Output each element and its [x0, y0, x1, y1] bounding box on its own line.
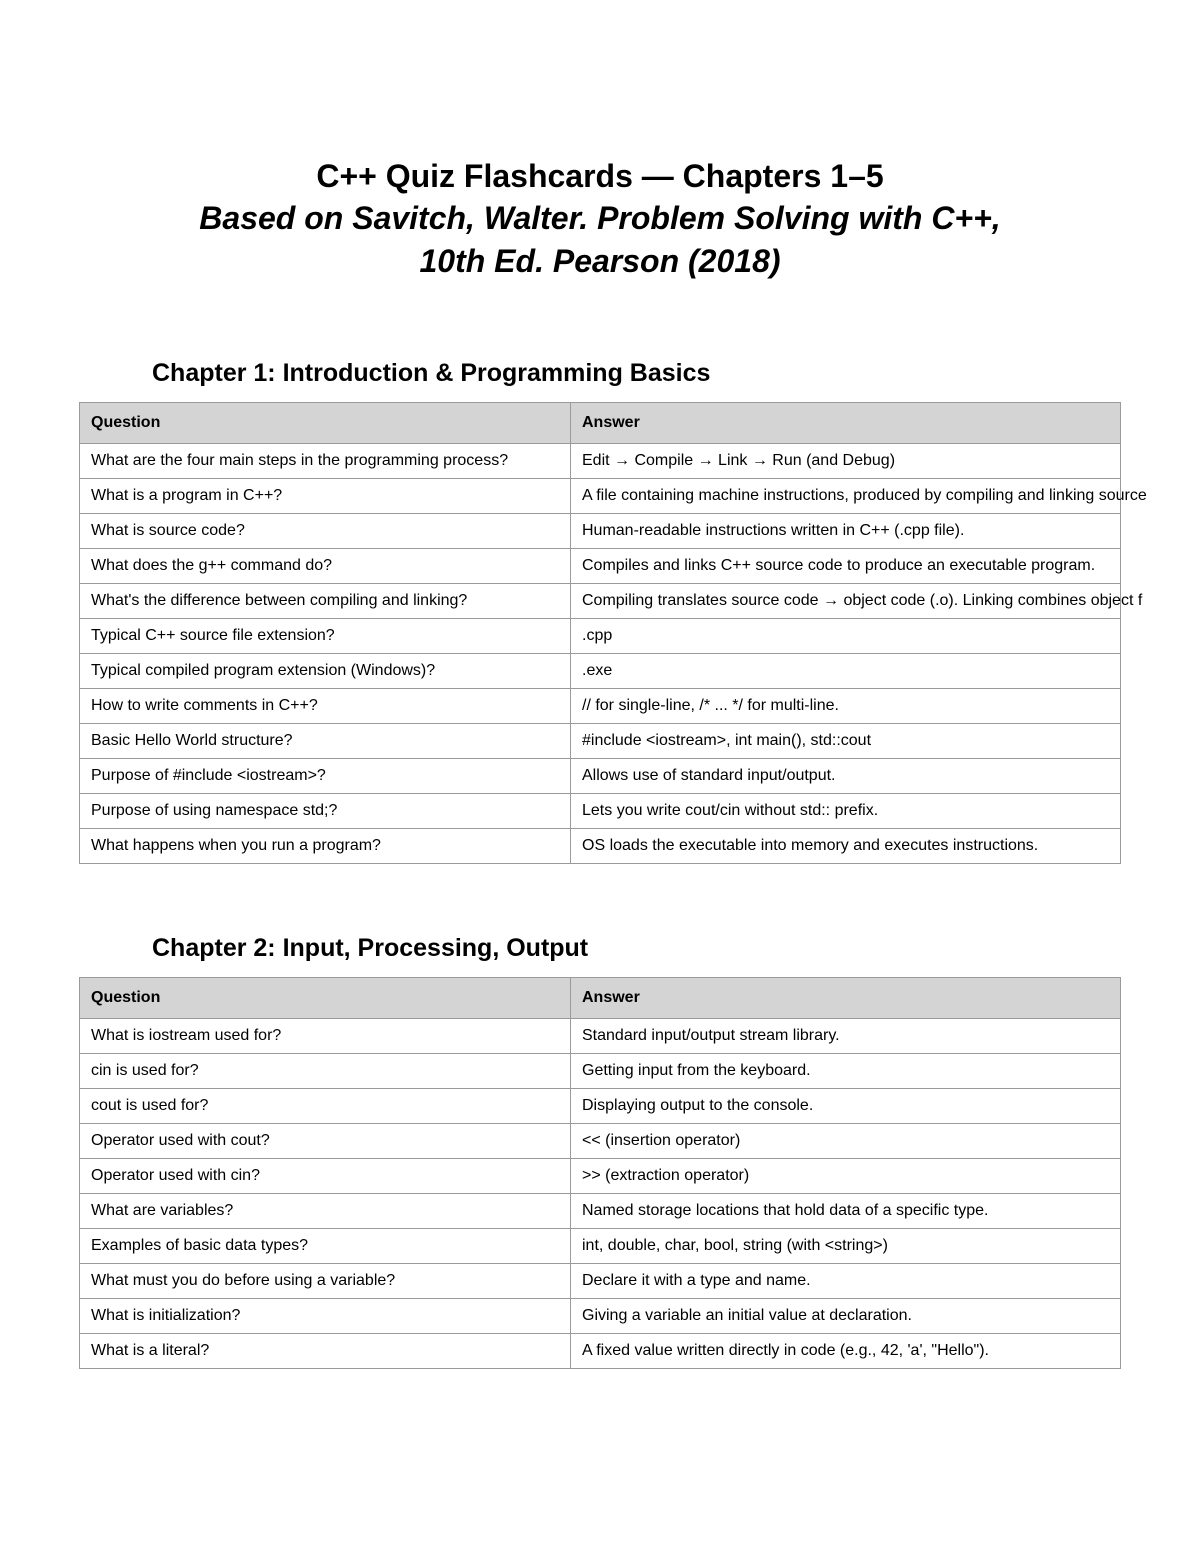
answer-cell: Allows use of standard input/output. [571, 759, 1121, 794]
table-row [80, 759, 1121, 794]
table-header-row [80, 978, 1121, 1019]
document-title: C++ Quiz Flashcards — Chapters 1–5 [316, 158, 884, 194]
document-subtitle-line2: 10th Ed. Pearson (2018) [419, 243, 781, 279]
table-row [80, 1054, 1121, 1089]
question-cell: What is a program in C++? [80, 479, 571, 514]
answer-cell: << (insertion operator) [571, 1124, 1121, 1159]
chapter-1-section [79, 358, 1147, 864]
question-column-header: Question [80, 403, 571, 444]
question-cell: Basic Hello World structure? [80, 724, 571, 759]
question-cell: cin is used for? [80, 1054, 571, 1089]
table-row [80, 1089, 1121, 1124]
table-row [80, 1194, 1121, 1229]
table-row [80, 1159, 1121, 1194]
answer-cell: int, double, char, bool, string (with <string>) [571, 1229, 1121, 1264]
table-header-row [80, 403, 1121, 444]
answer-column-header: Answer [571, 978, 1121, 1019]
answer-cell: .cpp [571, 619, 1121, 654]
question-column-header: Question [80, 978, 571, 1019]
question-cell: What is a literal? [80, 1334, 571, 1369]
chapter-1-table [79, 402, 1147, 864]
answer-cell: // for single-line, /* ... */ for multi-line. [571, 689, 1121, 724]
answer-cell: Edit → Compile → Link → Run (and Debug) [571, 444, 1121, 479]
question-cell: What is initialization? [80, 1299, 571, 1334]
table-row [80, 1124, 1121, 1159]
table-row [80, 689, 1121, 724]
answer-cell: Giving a variable an initial value at declaration. [571, 1299, 1121, 1334]
table-row [80, 549, 1121, 584]
answer-cell: #include <iostream>, int main(), std::cout [571, 724, 1121, 759]
title-block [0, 155, 1200, 283]
table-row [80, 444, 1121, 479]
table-row [80, 479, 1121, 514]
answer-cell: Standard input/output stream library. [571, 1019, 1121, 1054]
table-row [80, 829, 1121, 864]
table-row [80, 724, 1121, 759]
chapter-2-heading: Chapter 2: Input, Processing, Output [152, 934, 589, 962]
document-subtitle-line1: Based on Savitch, Walter. Problem Solving with C++, [199, 200, 1001, 236]
answer-cell: .exe [571, 654, 1121, 689]
question-cell: Typical compiled program extension (Windows)? [80, 654, 571, 689]
answer-cell: Human-readable instructions written in C++ (.cpp file). [571, 514, 1121, 549]
answer-column-header: Answer [571, 403, 1121, 444]
table-row [80, 654, 1121, 689]
answer-cell: >> (extraction operator) [571, 1159, 1121, 1194]
question-cell: What are variables? [80, 1194, 571, 1229]
chapter-2-table [79, 977, 1121, 1369]
answer-cell: Getting input from the keyboard. [571, 1054, 1121, 1089]
answer-cell: Displaying output to the console. [571, 1089, 1121, 1124]
table-row [80, 619, 1121, 654]
question-cell: Operator used with cin? [80, 1159, 571, 1194]
question-cell: What is iostream used for? [80, 1019, 571, 1054]
question-cell: Typical C++ source file extension? [80, 619, 571, 654]
answer-cell: OS loads the executable into memory and executes instructions. [571, 829, 1121, 864]
chapter-2-section [79, 933, 1120, 1369]
table-row [80, 1019, 1121, 1054]
table-row [80, 584, 1121, 619]
answer-cell: A file containing machine instructions, produced by compiling and linking source [571, 479, 1121, 514]
answer-cell: Named storage locations that hold data of a specific type. [571, 1194, 1121, 1229]
question-cell: What's the difference between compiling and linking? [80, 584, 571, 619]
question-cell: Purpose of using namespace std;? [80, 794, 571, 829]
table-row [80, 1299, 1121, 1334]
answer-cell: Lets you write cout/cin without std:: prefix. [571, 794, 1121, 829]
table-row [80, 1229, 1121, 1264]
table-row [80, 1334, 1121, 1369]
table-row [80, 514, 1121, 549]
question-cell: Purpose of #include <iostream>? [80, 759, 571, 794]
question-cell: Examples of basic data types? [80, 1229, 571, 1264]
table-row [80, 794, 1121, 829]
question-cell: What are the four main steps in the programming process? [80, 444, 571, 479]
answer-cell: Compiling translates source code → object code (.o). Linking combines object f [571, 584, 1121, 619]
question-cell: cout is used for? [80, 1089, 571, 1124]
answer-cell: Compiles and links C++ source code to produce an executable program. [571, 549, 1121, 584]
answer-cell: Declare it with a type and name. [571, 1264, 1121, 1299]
question-cell: How to write comments in C++? [80, 689, 571, 724]
answer-cell: A fixed value written directly in code (e.g., 42, 'a', "Hello"). [571, 1334, 1121, 1369]
question-cell: Operator used with cout? [80, 1124, 571, 1159]
question-cell: What happens when you run a program? [80, 829, 571, 864]
question-cell: What must you do before using a variable? [80, 1264, 571, 1299]
question-cell: What is source code? [80, 514, 571, 549]
question-cell: What does the g++ command do? [80, 549, 571, 584]
chapter-1-heading: Chapter 1: Introduction & Programming Basics [152, 359, 711, 387]
table-row [80, 1264, 1121, 1299]
